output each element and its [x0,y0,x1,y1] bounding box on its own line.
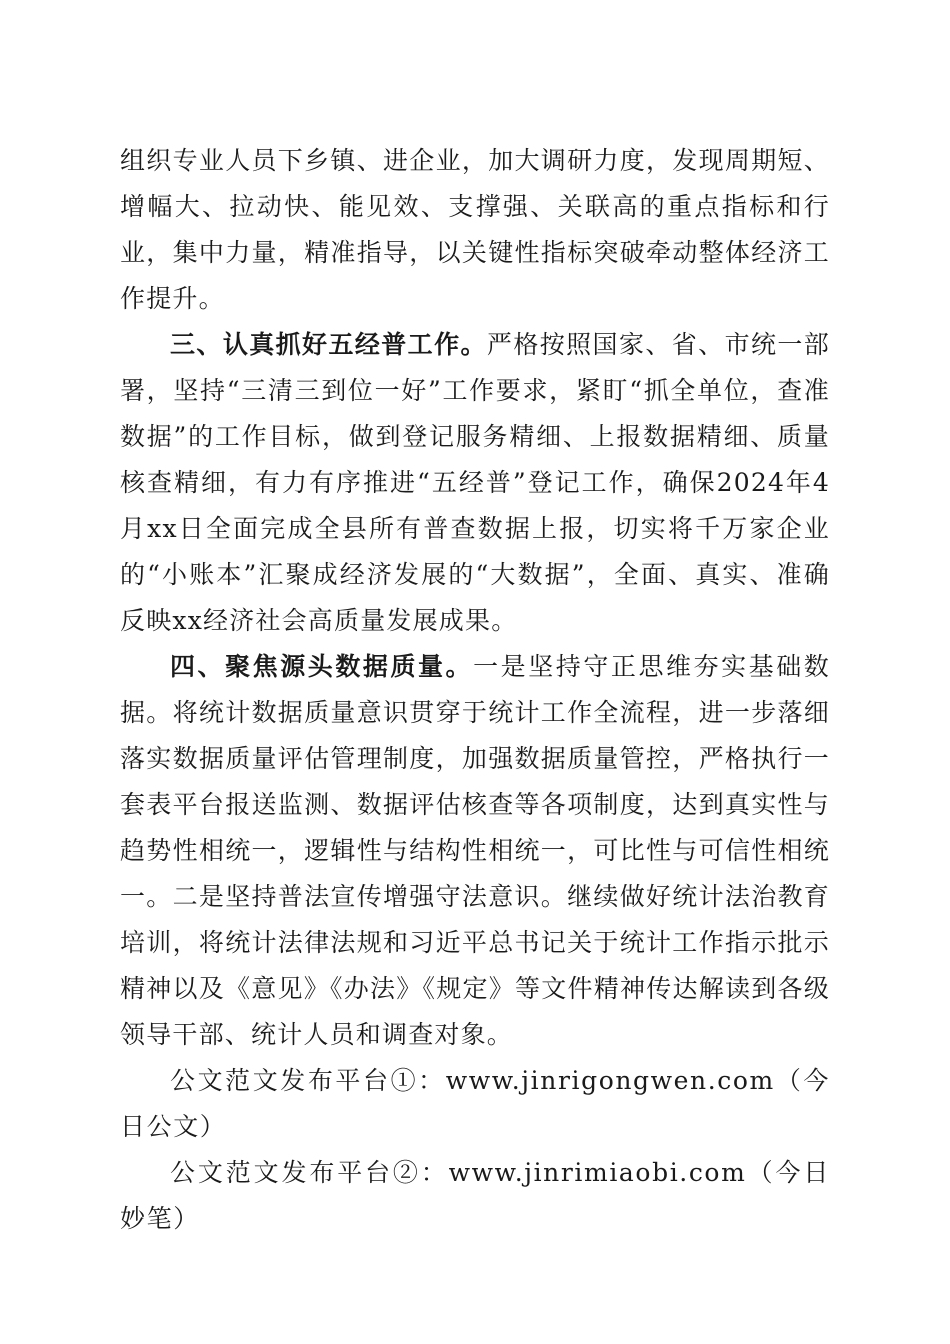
paragraph-economic-census-text: 严格按照国家、省、市统一部署，坚持“三清三到位一好”工作要求，紧盯“抓全单位，查准数据”的工作目标，做到登记服务精细、上报数据精细、质量核查精细，有力有序推进“五经普”登记工作，确保2024年4月xx日全面完成全县所有普查数据上报，切实将千万家企业的“小账本”汇聚成经济发展的“大数据”，全面、真实、准确反映xx经济社会高质量发展成果。 [120,330,830,635]
platform-second-text: 公文范文发布平台②：www.jinrimiaobi.com（今日妙笔） [120,1158,830,1233]
platform-first-text: 公文范文发布平台①：www.jinrigongwen.com（今日公文） [120,1066,830,1141]
paragraph-data-quality [120,644,830,1058]
heading-data-quality: 四、聚焦源头数据质量。 [170,652,474,681]
paragraph-research-text: 组织专业人员下乡镇、进企业，加大调研力度，发现周期短、增幅大、拉动快、能见效、支撑强、关联高的重点指标和行业，集中力量，精准指导，以关键性指标突破牵动整体经济工作提升。 [120,146,830,313]
paragraph-data-quality-text: 一是坚持守正思维夯实基础数据。将统计数据质量意识贯穿于统计工作全流程，进一步落细落实数据质量评估管理制度，加强数据质量管控，严格执行一套表平台报送监测、数据评估核查等各项制度，达到真实性与趋势性相统一，逻辑性与结构性相统一，可比性与可信性相统一。二是坚持普法宣传增强守法意识。继续做好统计法治教育培训，将统计法律法规和习近平总书记关于统计工作指示批示精神以及《意见》《办法》《规定》等文件精神传达解读到各级领导干部、统计人员和调查对象。 [120,652,830,1049]
platform-line-second [120,1150,830,1242]
heading-economic-census: 三、认真抓好五经普工作。 [170,330,487,359]
document-page [120,138,830,1242]
platform-line-first [120,1058,830,1150]
paragraph-research [120,138,830,322]
paragraph-economic-census [120,322,830,644]
